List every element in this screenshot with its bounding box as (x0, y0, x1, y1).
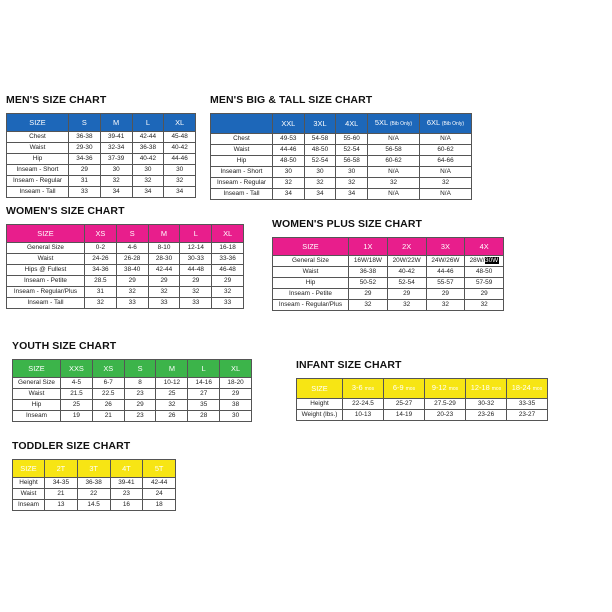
table-cell: 32 (180, 287, 212, 298)
table-cell: 56-58 (336, 156, 368, 167)
table-cell: 32 (85, 298, 117, 309)
table-cell (465, 256, 504, 267)
table-cell: 42-44 (143, 478, 176, 489)
table-cell: 34 (132, 187, 164, 198)
table-row (7, 187, 196, 198)
table-row (7, 243, 244, 254)
table-cell: 52-54 (336, 145, 368, 156)
table-cell: 60-62 (368, 156, 420, 167)
header-size: 3-6 (351, 383, 363, 392)
table-cell: 27.5-29 (425, 399, 466, 410)
infant-size-chart (296, 357, 548, 421)
table-cell: 49-53 (273, 134, 305, 145)
mens-size-chart (6, 92, 196, 198)
table-row (211, 189, 472, 200)
table-cell: 38 (220, 400, 252, 411)
table-cell: 30 (220, 411, 252, 422)
table-cell: 0-2 (85, 243, 117, 254)
table-cell: 32 (212, 287, 244, 298)
table-cell: 30-33 (180, 254, 212, 265)
header-cell: 2T (45, 460, 78, 478)
infant-chart-title: INFANT SIZE CHART (296, 359, 402, 371)
table-header-row (297, 379, 548, 399)
table-row (13, 500, 176, 511)
header-unit: mos (491, 386, 502, 392)
table-cell: 10-13 (343, 410, 384, 421)
table-cell: 44-48 (180, 265, 212, 276)
row-label: Waist (273, 267, 349, 278)
row-label: Inseam - Tall (7, 298, 85, 309)
table-cell: 16 (110, 500, 143, 511)
table-cell: 32 (164, 176, 196, 187)
header-cell: 3X (426, 238, 465, 256)
row-label: General Size (13, 378, 61, 389)
table-row (7, 254, 244, 265)
table-cell: 36-38 (77, 478, 110, 489)
row-label: Inseam - Short (211, 167, 273, 178)
table-cell: 29 (349, 289, 388, 300)
header-cell: XL (164, 114, 196, 132)
womens-size-table (6, 224, 244, 309)
header-cell: M (100, 114, 132, 132)
header-cell: SIZE (13, 460, 45, 478)
header-size: 9-12 (431, 383, 447, 392)
table-cell: 30 (304, 167, 336, 178)
table-cell: 30 (273, 167, 305, 178)
table-cell: 33-36 (212, 254, 244, 265)
table-cell: 26 (156, 411, 188, 422)
row-label: Inseam - Tall (7, 187, 69, 198)
table-cell: 32-34 (100, 143, 132, 154)
table-cell: 33 (69, 187, 101, 198)
header-cell: 4X (465, 238, 504, 256)
table-cell: 32 (349, 300, 388, 311)
table-cell: 24-26 (85, 254, 117, 265)
table-cell: 33 (212, 298, 244, 309)
header-size: 6XL (426, 118, 440, 127)
table-cell: 32 (465, 300, 504, 311)
table-cell: 30 (336, 167, 368, 178)
table-cell: 34 (164, 187, 196, 198)
header-unit: mos (405, 386, 416, 392)
table-cell: 22-24.5 (343, 399, 384, 410)
table-cell: 60-62 (420, 145, 472, 156)
table-cell: 32 (116, 287, 148, 298)
mens-big-tall-chart (210, 92, 472, 200)
youth-size-table (12, 359, 252, 422)
table-cell: 10-12 (156, 378, 188, 389)
table-cell: 56-58 (368, 145, 420, 156)
table-cell: 6-7 (92, 378, 124, 389)
header-cell: S (116, 225, 148, 243)
table-row (7, 143, 196, 154)
table-cell: 64-66 (420, 156, 472, 167)
table-cell: 29 (69, 165, 101, 176)
table-cell: 16-18 (212, 243, 244, 254)
table-cell: 24 (143, 489, 176, 500)
womens-plus-title: WOMEN'S PLUS SIZE CHART (272, 218, 423, 230)
table-cell: 38-40 (116, 265, 148, 276)
row-label: Inseam - Petite (7, 276, 85, 287)
table-cell: 39-41 (110, 478, 143, 489)
header-cell: SIZE (7, 114, 69, 132)
table-header-row (13, 360, 252, 378)
row-label: Hip (211, 156, 273, 167)
table-row (7, 176, 196, 187)
table-cell: 57-59 (465, 278, 504, 289)
table-cell: 33-35 (507, 399, 548, 410)
table-cell: 48-50 (465, 267, 504, 278)
header-cell (297, 379, 343, 399)
row-label: Waist (7, 143, 69, 154)
table-cell: 34-35 (45, 478, 78, 489)
table-cell: 13 (45, 500, 78, 511)
header-size: 18-24 (511, 383, 531, 392)
mens-big-tall-table (210, 113, 472, 200)
table-cell: 33 (116, 298, 148, 309)
table-cell: 19 (61, 411, 93, 422)
table-cell: 26-28 (116, 254, 148, 265)
table-cell: 40-42 (387, 267, 426, 278)
table-cell: 39-41 (100, 132, 132, 143)
table-cell: 40-42 (164, 143, 196, 154)
row-label: Waist (13, 389, 61, 400)
table-cell: 36-38 (132, 143, 164, 154)
table-cell: 35 (188, 400, 220, 411)
table-header-row (7, 225, 244, 243)
table-cell: 20W/22W (387, 256, 426, 267)
table-row (297, 399, 548, 410)
table-cell: 45-48 (164, 132, 196, 143)
header-note: (Bib Only) (389, 121, 413, 127)
table-cell: 29 (426, 289, 465, 300)
youth-chart-title: YOUTH SIZE CHART (12, 340, 117, 352)
header-cell: XL (212, 225, 244, 243)
table-cell: N/A (420, 134, 472, 145)
table-cell: 32 (100, 176, 132, 187)
mens-big-tall-title: MEN'S BIG & TALL SIZE CHART (210, 94, 373, 106)
row-label: Waist (7, 254, 85, 265)
table-cell: 8-10 (148, 243, 180, 254)
table-row (7, 165, 196, 176)
infant-size-table (296, 378, 548, 421)
table-cell: 22 (77, 489, 110, 500)
header-cell: L (180, 225, 212, 243)
table-cell: 29 (387, 289, 426, 300)
table-cell: 42-44 (132, 132, 164, 143)
table-row (7, 276, 244, 287)
table-row (7, 132, 196, 143)
table-cell: 50-52 (349, 278, 388, 289)
table-cell: 18-20 (220, 378, 252, 389)
table-cell: 29 (148, 276, 180, 287)
header-size: 12-18 (470, 383, 490, 392)
table-cell: 21.5 (61, 389, 93, 400)
table-cell: 32 (132, 176, 164, 187)
womens-size-chart (6, 203, 244, 309)
table-header-row (13, 460, 176, 478)
table-cell: 21 (92, 411, 124, 422)
header-cell: M (148, 225, 180, 243)
table-cell: 28-30 (148, 254, 180, 265)
row-label: General Size (7, 243, 85, 254)
table-row (297, 410, 548, 421)
table-cell: 32 (426, 300, 465, 311)
header-cell: XL (220, 360, 252, 378)
table-cell: 46-48 (212, 265, 244, 276)
table-cell: 34-36 (69, 154, 101, 165)
header-cell (420, 114, 472, 134)
table-cell: 20-23 (425, 410, 466, 421)
table-cell: 23-27 (507, 410, 548, 421)
table-cell: 32 (336, 178, 368, 189)
table-cell: 14.5 (77, 500, 110, 511)
table-row (273, 267, 504, 278)
table-cell: 23 (110, 489, 143, 500)
table-cell: 48-50 (273, 156, 305, 167)
table-cell: 33 (148, 298, 180, 309)
table-cell: 44-46 (426, 267, 465, 278)
header-cell (384, 379, 425, 399)
highlighted-size: 30W (485, 257, 499, 264)
table-cell: 52-54 (387, 278, 426, 289)
header-cell: L (132, 114, 164, 132)
header-cell: SIZE (7, 225, 85, 243)
table-cell: 32 (304, 178, 336, 189)
table-cell: 48-50 (304, 145, 336, 156)
table-header-row (7, 114, 196, 132)
row-label: Waist (211, 145, 273, 156)
header-cell: SIZE (13, 360, 61, 378)
table-row (273, 278, 504, 289)
table-cell: 18 (143, 500, 176, 511)
table-cell: 44-46 (273, 145, 305, 156)
table-cell: 27 (188, 389, 220, 400)
row-label: Waist (13, 489, 45, 500)
header-cell: XXL (273, 114, 305, 134)
table-cell: 31 (69, 176, 101, 187)
table-cell: 25-27 (384, 399, 425, 410)
mens-size-table (6, 113, 196, 198)
table-cell: 52-54 (304, 156, 336, 167)
row-label: Height (297, 399, 343, 410)
row-label: Inseam - Petite (273, 289, 349, 300)
table-cell: 36-38 (349, 267, 388, 278)
table-cell: 14-16 (188, 378, 220, 389)
table-cell: 29 (220, 389, 252, 400)
header-cell (343, 379, 384, 399)
table-cell: 34 (273, 189, 305, 200)
table-cell: 32 (148, 287, 180, 298)
table-row (211, 178, 472, 189)
table-cell: 26 (92, 400, 124, 411)
table-row (7, 265, 244, 276)
table-cell: 44-46 (164, 154, 196, 165)
womens-plus-chart (272, 216, 504, 311)
table-cell: 32 (387, 300, 426, 311)
row-label: Hip (273, 278, 349, 289)
table-row (7, 287, 244, 298)
table-cell: 23 (124, 389, 156, 400)
table-row (211, 134, 472, 145)
table-row (13, 389, 252, 400)
womens-chart-title: WOMEN'S SIZE CHART (6, 205, 125, 217)
table-cell: N/A (420, 167, 472, 178)
row-label: Height (13, 478, 45, 489)
toddler-chart-title: TODDLER SIZE CHART (12, 440, 131, 452)
youth-size-chart (12, 338, 252, 422)
header-cell: 3T (77, 460, 110, 478)
header-cell (368, 114, 420, 134)
row-label: Weight (lbs.) (297, 410, 343, 421)
header-cell: 5T (143, 460, 176, 478)
table-row (273, 300, 504, 311)
table-cell: 32 (368, 178, 420, 189)
table-cell: 29 (465, 289, 504, 300)
table-row (13, 400, 252, 411)
table-cell: 23 (124, 411, 156, 422)
header-size: 5XL (374, 118, 388, 127)
header-cell (507, 379, 548, 399)
header-unit: mos (448, 386, 459, 392)
header-cell (211, 114, 273, 134)
header-cell: XXS (61, 360, 93, 378)
header-cell: M (156, 360, 188, 378)
table-cell: 8 (124, 378, 156, 389)
table-cell: 31 (85, 287, 117, 298)
table-cell: 34-36 (85, 265, 117, 276)
toddler-size-table (12, 459, 176, 511)
table-cell: 30 (100, 165, 132, 176)
row-label: Inseam (13, 500, 45, 511)
table-cell: 29 (212, 276, 244, 287)
table-cell: 32 (156, 400, 188, 411)
table-cell: 16W/18W (349, 256, 388, 267)
table-cell: 24W/26W (426, 256, 465, 267)
table-cell: 34 (100, 187, 132, 198)
table-cell: 4-5 (61, 378, 93, 389)
table-cell: 30-32 (466, 399, 507, 410)
table-cell: 22.5 (92, 389, 124, 400)
table-cell: 30 (164, 165, 196, 176)
header-cell: 4T (110, 460, 143, 478)
table-row (273, 289, 504, 300)
table-cell: 28 (188, 411, 220, 422)
header-cell: 2X (387, 238, 426, 256)
row-label: Inseam - Regular/Plus (7, 287, 85, 298)
table-cell: 55-60 (336, 134, 368, 145)
table-cell: 29 (116, 276, 148, 287)
table-row (211, 145, 472, 156)
table-cell: 42-44 (148, 265, 180, 276)
table-row (273, 256, 504, 267)
header-cell: XS (92, 360, 124, 378)
table-cell: 32 (420, 178, 472, 189)
row-label: Inseam - Tall (211, 189, 273, 200)
table-row (7, 154, 196, 165)
table-cell: 25 (156, 389, 188, 400)
row-label: Inseam - Short (7, 165, 69, 176)
header-cell: S (124, 360, 156, 378)
header-cell: 1X (349, 238, 388, 256)
header-size: 6-9 (392, 383, 404, 392)
table-cell: 34 (336, 189, 368, 200)
toddler-size-chart (12, 438, 176, 511)
table-cell: N/A (420, 189, 472, 200)
row-label: Hip (7, 154, 69, 165)
table-cell: 12-14 (180, 243, 212, 254)
row-label: Inseam - Regular (7, 176, 69, 187)
table-cell: 4-6 (116, 243, 148, 254)
table-row (211, 167, 472, 178)
table-cell: 55-57 (426, 278, 465, 289)
header-cell: L (188, 360, 220, 378)
table-cell: 28.5 (85, 276, 117, 287)
mens-chart-title: MEN'S SIZE CHART (6, 94, 107, 106)
table-cell: N/A (368, 167, 420, 178)
table-header-row (211, 114, 472, 134)
table-cell: 29 (124, 400, 156, 411)
header-cell: S (69, 114, 101, 132)
row-label: Inseam - Regular (211, 178, 273, 189)
row-label: Inseam - Regular/Plus (273, 300, 349, 311)
table-cell: 37-39 (100, 154, 132, 165)
header-cell (466, 379, 507, 399)
table-cell: 21 (45, 489, 78, 500)
table-cell: 34 (304, 189, 336, 200)
table-row (13, 478, 176, 489)
table-cell: N/A (368, 134, 420, 145)
header-unit: mos (364, 386, 375, 392)
row-label: Hip (13, 400, 61, 411)
table-cell: 14-19 (384, 410, 425, 421)
header-cell: 4XL (336, 114, 368, 134)
table-cell: 23-26 (466, 410, 507, 421)
table-cell: 32 (273, 178, 305, 189)
header-cell: XS (85, 225, 117, 243)
row-label: Hips @ Fullest (7, 265, 85, 276)
table-cell: 54-58 (304, 134, 336, 145)
general-size-prefix: 28W/ (469, 257, 485, 264)
header-cell (425, 379, 466, 399)
table-cell: 25 (61, 400, 93, 411)
table-row (211, 156, 472, 167)
row-label: General Size (273, 256, 349, 267)
header-size: SIZE (311, 384, 328, 393)
row-label: Chest (7, 132, 69, 143)
table-cell: 40-42 (132, 154, 164, 165)
table-cell: 29 (180, 276, 212, 287)
table-cell: N/A (368, 189, 420, 200)
table-cell: 29-30 (69, 143, 101, 154)
table-row (13, 411, 252, 422)
header-cell: 3XL (304, 114, 336, 134)
table-header-row (273, 238, 504, 256)
header-note: (Bib Only) (441, 121, 465, 127)
table-cell: 30 (132, 165, 164, 176)
womens-plus-table (272, 237, 504, 311)
row-label: Chest (211, 134, 273, 145)
table-row (7, 298, 244, 309)
header-unit: mos (532, 386, 543, 392)
table-row (13, 489, 176, 500)
table-cell: 36-38 (69, 132, 101, 143)
header-cell: SIZE (273, 238, 349, 256)
table-cell: 33 (180, 298, 212, 309)
table-row (13, 378, 252, 389)
row-label: Inseam (13, 411, 61, 422)
